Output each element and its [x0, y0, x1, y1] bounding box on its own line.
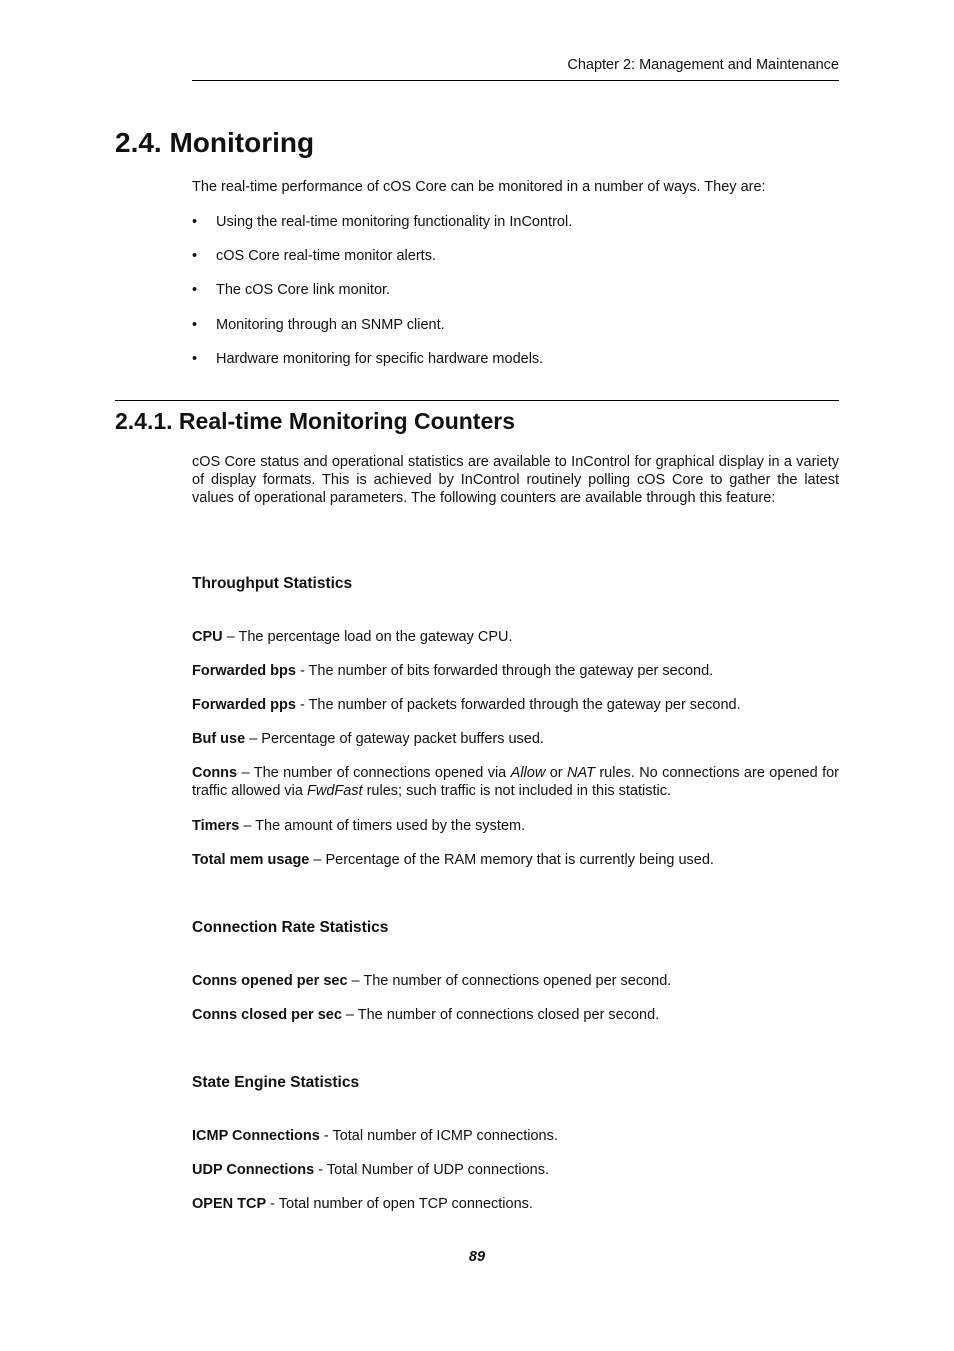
page-number: 89: [468, 1249, 486, 1265]
buf-use-definition: Buf use – Percentage of gateway packet buffers used.: [192, 731, 544, 747]
running-header: Chapter 2: Management and Maintenance: [567, 57, 839, 73]
bullet-icon: •: [192, 350, 198, 367]
udp-connections-definition: UDP Connections - Total Number of UDP connections.: [192, 1162, 549, 1178]
list-item: • Hardware monitoring for specific hardware models.: [192, 350, 544, 367]
header-divider: [192, 80, 839, 81]
conns-definition: Conns – The number of connections opened via Allow or NAT rules. No connections are opened for traffic allowed via FwdFast rules; such traffic is not included in this statistic.: [192, 765, 839, 799]
subsection-intro: cOS Core status and operational statistics are available to InControl for graphical display in a variety of display formats. This is achieved by InControl routinely polling cOS Core to gather the latest values of operational parameters. The following counters are available through this feature:: [192, 454, 839, 506]
forwarded-pps-definition: Forwarded pps - The number of packets forwarded through the gateway per second.: [192, 697, 741, 713]
open-tcp-definition: OPEN TCP - Total number of open TCP connections.: [192, 1196, 533, 1212]
list-item: • cOS Core real-time monitor alerts.: [192, 248, 436, 265]
conns-closed-definition: Conns closed per sec – The number of connections closed per second.: [192, 1007, 660, 1023]
section-title: 2.4. Monitoring: [115, 127, 315, 158]
cpu-definition: CPU – The percentage load on the gateway CPU.: [192, 629, 513, 645]
bullet-icon: •: [192, 282, 198, 299]
bullet-icon: •: [192, 316, 198, 333]
conns-opened-definition: Conns opened per sec – The number of connections opened per second.: [192, 973, 672, 989]
bullet-icon: •: [192, 248, 198, 265]
list-item: • Using the real-time monitoring functionality in InControl.: [192, 214, 573, 230]
list-item: • The cOS Core link monitor.: [192, 282, 391, 299]
icmp-connections-definition: ICMP Connections - Total number of ICMP connections.: [192, 1128, 558, 1144]
throughput-heading: Throughput Statistics: [192, 575, 353, 592]
connection-rate-heading: Connection Rate Statistics: [192, 919, 389, 936]
state-engine-heading: State Engine Statistics: [192, 1074, 360, 1091]
subsection-divider: [115, 400, 839, 401]
total-mem-definition: Total mem usage – Percentage of the RAM memory that is currently being used.: [192, 852, 714, 868]
bullet-icon: •: [192, 214, 198, 230]
forwarded-bps-definition: Forwarded bps - The number of bits forwarded through the gateway per second.: [192, 663, 714, 679]
subsection-title: 2.4.1. Real-time Monitoring Counters: [115, 408, 515, 434]
list-item: • Monitoring through an SNMP client.: [192, 316, 445, 333]
monitoring-methods-list: [192, 213, 839, 384]
timers-definition: Timers – The amount of timers used by the system.: [192, 818, 526, 834]
section-intro: The real-time performance of cOS Core can be monitored in a number of ways. They are:: [192, 179, 766, 195]
